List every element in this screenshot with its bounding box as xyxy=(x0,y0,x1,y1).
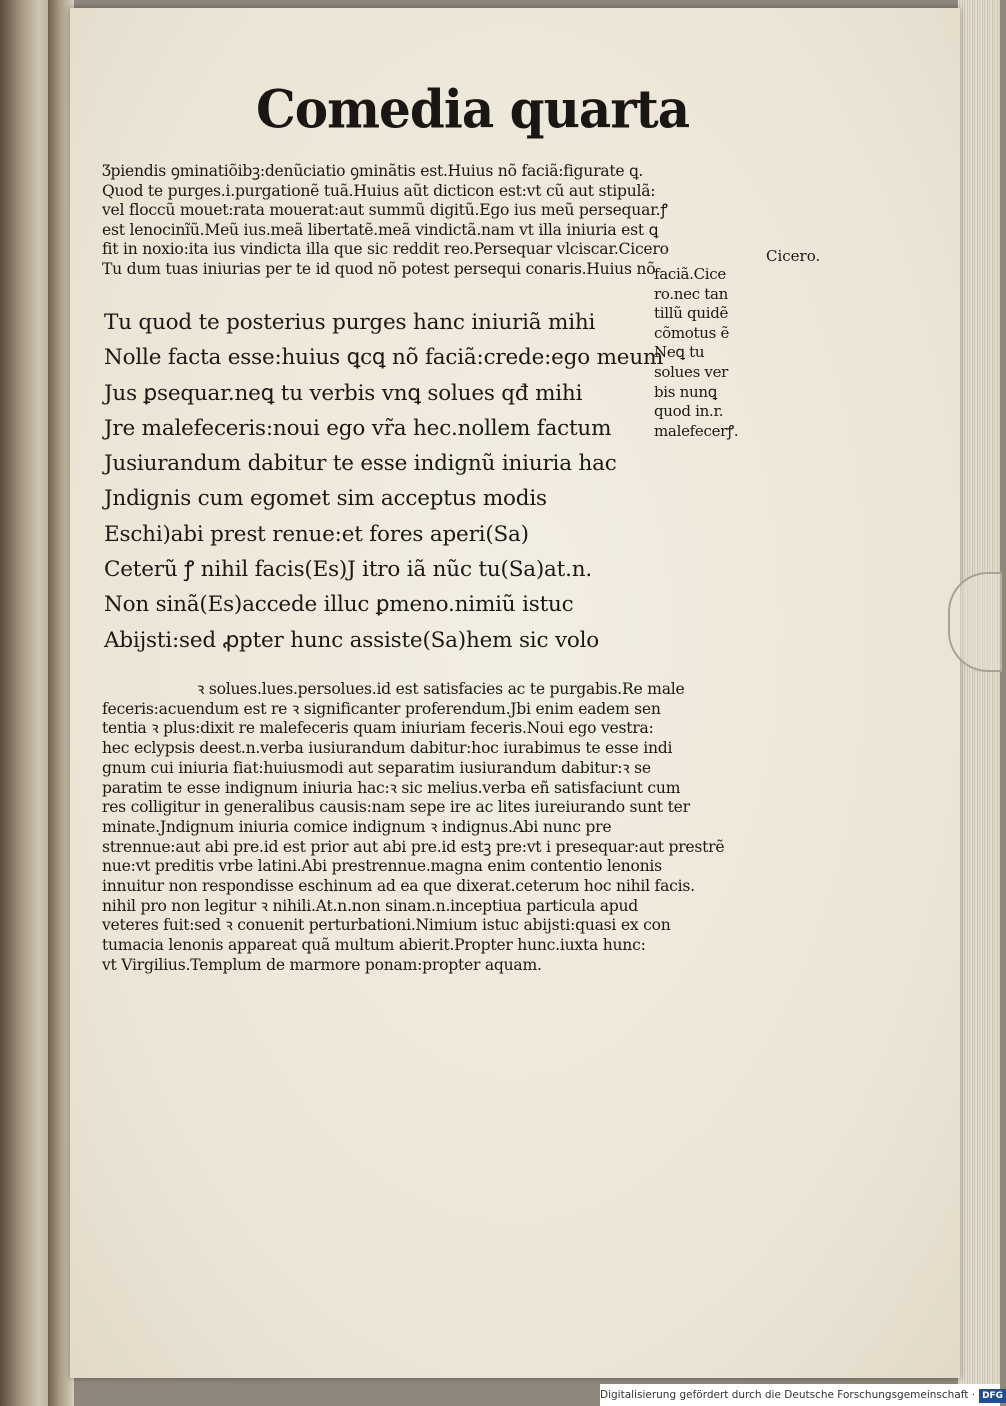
gloss-line: solues ver xyxy=(654,362,729,381)
margin-reference: Cicero. xyxy=(766,247,821,265)
commentary-line: res colligitur in generalibus causis:nam sepe ire ac lites iureiurando sunt ter xyxy=(102,798,690,817)
dfg-logo: DFG xyxy=(979,1389,1006,1403)
running-head: Comedia quarta xyxy=(256,78,690,141)
commentary-line: paratim te esse indignum iniuria hac:ꝛ sic melius.verba eñ satisfaciunt cum xyxy=(102,778,681,797)
commentary-line: hec eclypsis deest.n.verba iusiurandum dabitur:hoc iurabimus te esse indi xyxy=(102,739,673,758)
commentary-bottom xyxy=(102,680,768,976)
commentary-line: ꝛ solues.lues.persolues.id est satisfacies ac te purgabis.Re male xyxy=(197,680,685,698)
commentary-line: Quod te purges.i.purgationẽ tuã.Huius aũt dicticon est:vt cũ aut stipulã: xyxy=(102,181,656,200)
commentary-line: fit in noxio:ita ius vindicta illa que sic reddit reo.Persequar vlciscar.Cicero xyxy=(102,240,669,258)
commentary-line: vt Virgilius.Templum de marmore ponam:propter aquam. xyxy=(102,955,542,974)
gloss-line: ro.nec tan xyxy=(654,284,729,303)
commentary-line: Tu dum tuas iniurias per te id quod nõ potest persequi conaris.Huius nõ xyxy=(102,259,656,278)
commentary-line: veteres fuit:sed ꝛ conuenit perturbationi.Nimium istuc abijsti:quasi ex con xyxy=(102,916,671,935)
commentary-line: tumacia lenonis appareat quã multum abierit.Propter hunc.iuxta hunc: xyxy=(102,936,646,955)
credit-text: Digitalisierung gefördert durch die Deutsche Forschungsgemeinschaft · xyxy=(600,1389,976,1401)
commentary-line: gnum cui iniuria fiat:huiusmodi aut separatim iusiurandum dabitur:ꝛ se xyxy=(102,758,651,777)
commentary-line: Ʒpiendis ꝯminatiõibꝫ:denũciatio ꝯminãtis est.Huius nõ faciã:figurate ꝗ. xyxy=(102,162,644,180)
commentary-line: minate.Jndignum iniuria comice indignum ꝛ indignus.Abi nunc pre xyxy=(102,817,612,836)
verse-text xyxy=(104,305,664,658)
verse-line: Tu quod te posterius purges hanc iniuriã mihi xyxy=(104,310,596,335)
verse-line: Jre malefeceris:noui ego vr̃a hec.nollem factum xyxy=(104,415,612,441)
page-stack-edge xyxy=(958,0,1000,1406)
commentary-line: strennue:aut abi pre.id est prior aut abi pre.id estꝫ pre:vt i presequar:aut prestrẽ xyxy=(102,837,725,856)
verse-line: Jusiurandum dabitur te esse indignũ iniuria hac xyxy=(104,451,617,477)
commentary-top xyxy=(102,162,774,279)
commentary-line: vel floccũ mouet:rata mouerat:aut summũ digitũ.Ego ius meũ persequar.ꝭ xyxy=(102,201,668,219)
commentary-line: innuitur non respondisse eschinum ad ea que dixerat.ceterum hoc nihil facis. xyxy=(102,877,695,896)
verse-line: Abijsti:sed ꝓpter hunc assiste(Sa)hem sic volo xyxy=(104,627,600,653)
gloss-line: bis nunꝗ xyxy=(654,382,717,401)
gloss-line: Neꝗ tu xyxy=(654,343,705,362)
commentary-line: est lenocinĩũ.Meũ ius.meã libertatẽ.meã vindictã.nam vt illa iniuria est ꝗ xyxy=(102,220,659,239)
facing-page-text-fragment xyxy=(2,60,42,1120)
commentary-line: nue:vt preditis vrbe latini.Abi prestrennue.magna enim contentio lenonis xyxy=(102,857,662,876)
verse-line: Ceterũ ꝭ nihil facis(Es)J itro iã nũc tu(Sa)at.n. xyxy=(104,557,593,583)
facing-page-edge xyxy=(0,0,52,1406)
verse-line: Jus ꝑsequar.neꝗ tu verbis vnꝗ solues qđ mihi xyxy=(104,380,583,406)
gloss-line: quod in.r. xyxy=(654,402,724,421)
page-clip xyxy=(948,572,1002,672)
verse-line: Nolle facta esse:huius ꝗcꝗ nõ faciã:crede:ego meum xyxy=(104,345,664,371)
gloss-line: malefecerꝭ. xyxy=(654,421,739,440)
gloss-line: tillũ quidẽ xyxy=(654,304,729,323)
digitization-credit xyxy=(600,1384,1004,1406)
gloss-line: faciã.Cice xyxy=(654,265,726,283)
gloss-line: cõmotus ẽ xyxy=(654,323,730,342)
verse-line: Jndignis cum egomet sim acceptus modis xyxy=(104,486,547,512)
commentary-line: tentia ꝛ plus:dixit re malefeceris quam iniuriam feceris.Noui ego vestra: xyxy=(102,719,654,738)
verse-line: Eschi)abi prest renue:et fores aperi(Sa) xyxy=(104,521,529,547)
verse-line: Non sinã(Es)accede illuc ꝑmeno.nimiũ istuc xyxy=(104,592,574,618)
commentary-line: feceris:acuendum est re ꝛ significanter proferendum.Jbi enim eadem sen xyxy=(102,699,661,718)
side-gloss xyxy=(654,265,764,441)
commentary-line: nihil pro non legitur ꝛ nihili.At.n.non sinam.n.inceptiua particula apud xyxy=(102,896,639,915)
